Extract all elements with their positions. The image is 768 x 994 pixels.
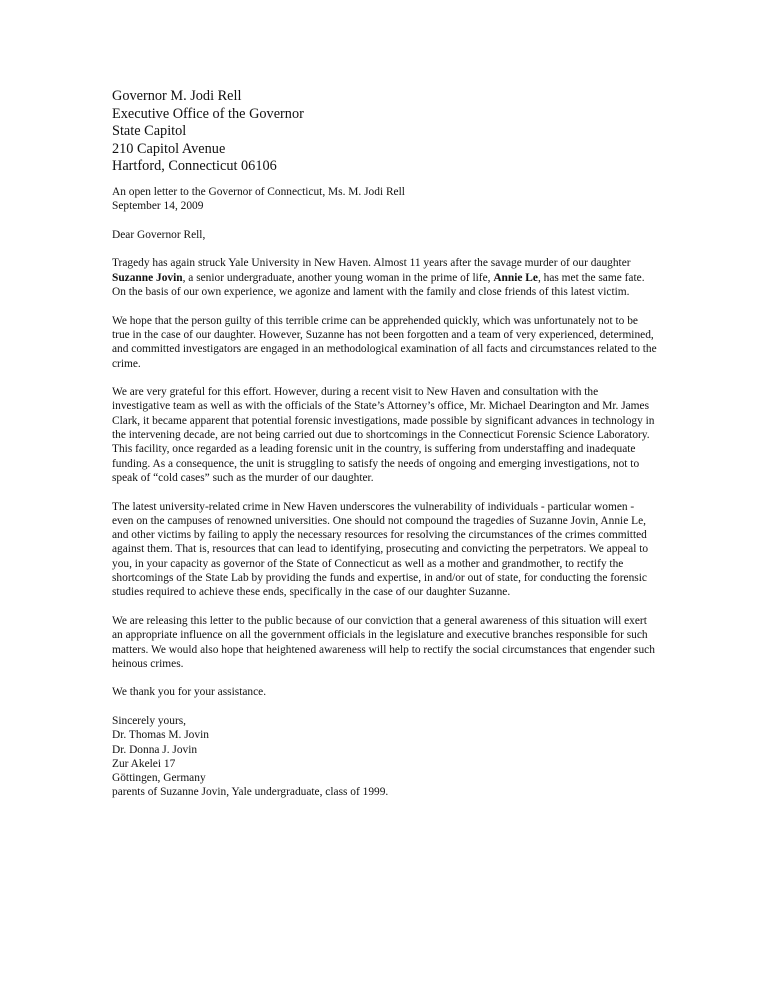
letter-subject: An open letter to the Governor of Connecticut, Ms. M. Jodi Rell [112,186,405,198]
paragraph-6: We thank you for your assistance. [112,686,267,699]
paragraph-4: The latest university-related crime in New Haven underscores the vulnerability of individuals - particular women - even on the campuses of renowned universities. One should not compound the tragedies of Suzanne Jovin, Annie Le, and other victims by failing to apply the necessary resources for resolving the circumstances of the crimes committed against them. That is, resources that can lead to identifying, prosecuting and convicting the perpetrators. We appeal to you, in your capacity as governor of the State of Connecticut as well as a mother and grandmother, to rectify the shortcomings of the State Lab by providing the funds and expertise, in and/or out of state, for conducting the forensic studies required to achieve these ends, specifically in the case of our daughter Suzanne. [112,500,649,599]
sender-city: Göttingen, Germany [112,772,206,785]
salutation: Dear Governor Rell, [112,228,206,241]
paragraph-2: We hope that the person guilty of this terrible crime can be apprehended quickly, which was unfortunately not to be true in the case of our daughter. However, Suzanne has not been forgotten and a team of very experienced, determined, and committed investigators are engaged in an methodological examination of all facts and circumstances related to the crime. [112,314,657,370]
letter-heading [112,185,657,214]
victim-name-suzanne: Suzanne Jovin [112,271,183,284]
closing: Sincerely yours, [112,714,187,727]
paragraph-5: We are releasing this letter to the public because of our conviction that a general awareness of this situation will exert an appropriate influence on all the government officials in the legislature and executive branches responsible for such matters. We would also hope that heightened awareness will help to rectify the social circumstances that engender such heinous crimes. [112,614,655,670]
letter-date: September 14, 2009 [112,200,204,213]
sender-street: Zur Akelei 17 [112,757,176,770]
paragraph-1-part-c: , has met the same fate. On the basis of our own experience, we agonize and lament with the family and close friends of this latest victim. [112,271,645,299]
signer-2: Dr. Donna J. Jovin [112,743,198,756]
paragraph-1-part-a: Tragedy has again struck Yale University in New Haven. Almost 11 years after the savage murder of our daughter [112,257,631,270]
recipient-building: State Capitol [112,123,187,140]
recipient-city: Hartford, Connecticut 06106 [112,158,277,175]
signer-1: Dr. Thomas M. Jovin [112,729,209,742]
victim-name-annie: Annie Le [493,271,538,284]
recipient-name: Governor M. Jodi Rell [112,88,242,104]
sender-relation: parents of Suzanne Jovin, Yale undergraduate, class of 1999. [112,786,389,799]
signature-block [112,714,657,800]
paragraph-1-part-b: , a senior undergraduate, another young woman in the prime of life, [182,271,494,284]
paragraph-3: We are very grateful for this effort. However, during a recent visit to New Haven and consultation with the investigative team as well as with the officials of the State’s Attorney’s office, Mr. Michael Dearington and Mr. James Clark, it became apparent that potential forensic investigations, made possible by significant advances in technology in the intervening decade, are not being carried out due to shortcomings in the Connecticut Forensic Science Laboratory. This facility, once regarded as a leading forensic unit in the country, is suffering from understaffing and inadequate funding. As a consequence, the unit is struggling to satisfy the needs of ongoing and emerging investigations, not to speak of “cold cases” such as the murder of our daughter. [112,386,655,484]
paragraph-1 [112,256,657,299]
recipient-office: Executive Office of the Governor [112,105,304,122]
recipient-street: 210 Capitol Avenue [112,140,226,157]
recipient-address [112,88,672,176]
letter-body [112,185,657,800]
